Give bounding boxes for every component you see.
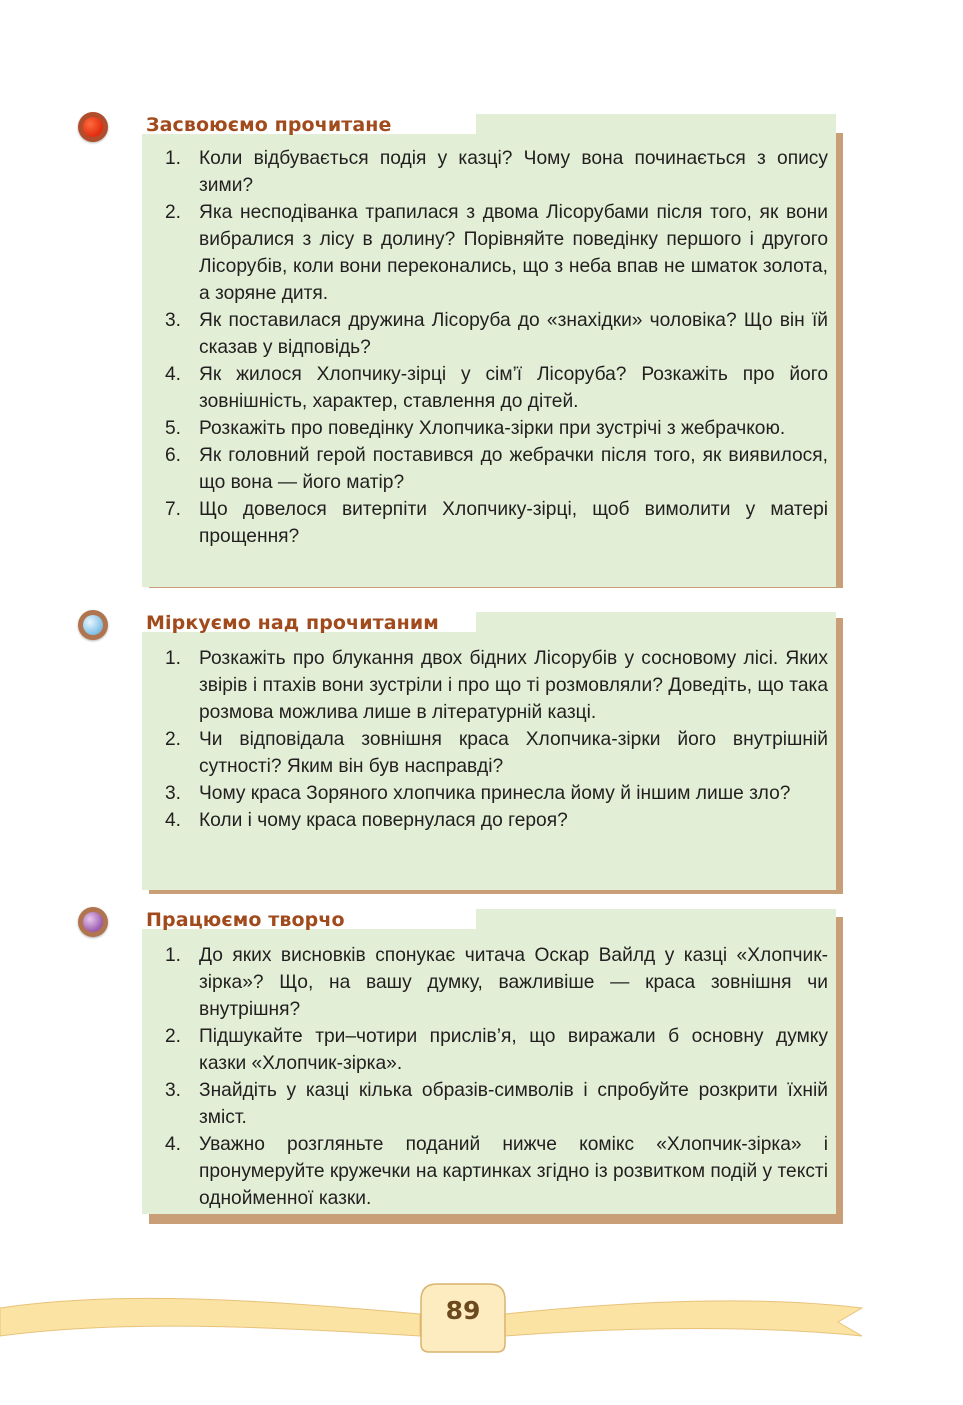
list-item: 3. Як поставилася дружина Лісоруба до «знахідки» чоловіка? Що він їй сказав у відповідь? [165, 310, 828, 358]
question-list [160, 942, 828, 1212]
purple-orb-icon [78, 907, 108, 937]
ribbon-body [0, 1298, 420, 1336]
list-item: 7. Що довелося витерпіти Хлопчику-зірці, щоб вимолити у матері прощення? [165, 499, 828, 547]
page-number: 89 [445, 1296, 481, 1325]
list-item: 3. Знайдіть у казці кілька образів-символів і спробуйте розкрити їхній зміст. [165, 1080, 828, 1128]
section-title: Засвоюємо прочитане [146, 114, 392, 136]
section-creative [78, 907, 844, 1227]
section-comprehension [78, 112, 844, 592]
list-item: 4. Уважно розгляньте поданий нижче комікс «Хлопчик-зірка» і пронумеруйте кружечки на картинках згідно із розвитком подій у тексті однойменної казки. [165, 1134, 828, 1209]
list-item: 1. Розкажіть про блукання двох бідних Лісорубів у сосновому лісі. Яких звірів і птахів вони зустріли і про що ті розмовляли? Доведіть, що така розмова можлива лише в літературній казці. [165, 648, 828, 723]
list-item: 5. Розкажіть про поведінку Хлопчика-зірки при зустрічі з жебрачкою. [165, 418, 786, 439]
red-orb-icon [78, 112, 108, 142]
section-title: Працюємо творчо [146, 909, 345, 931]
question-list [160, 145, 828, 550]
list-item: 6. Як головний герой поставився до жебрачки після того, як виявилося, що вона — його матір? [165, 445, 828, 493]
list-item: 1. До яких висновків спонукає читача Оскар Вайлд у казці «Хлопчик-зірка»? Що, на вашу думку, важливіше — краса зовнішня чи внутрішня? [165, 945, 828, 1020]
ribbon-body-right [505, 1301, 862, 1336]
list-item: 1. Коли відбувається подія у казці? Чому вона починається з опису зими? [165, 148, 828, 196]
blue-orb-icon [78, 610, 108, 640]
question-list [160, 645, 828, 834]
list-item: 4. Коли і чому краса повернулася до героя? [165, 810, 568, 831]
list-item: 4. Як жилося Хлопчику-зірці у сім’ї Лісоруба? Розкажіть про його зовнішність, характер, ставлення до дітей. [165, 364, 828, 412]
list-item: 2. Яка несподіванка трапилася з двома Лісорубами після того, як вони вибралися з лісу в долину? Порівняйте поведінку першого і другого Лісорубів, коли вони переконались, що з неба впав не шматок золота, а зоряне дитя. [165, 202, 828, 304]
section-title: Міркуємо над прочитаним [146, 612, 439, 634]
list-item: 3. Чому краса Зоряного хлопчика принесла йому й іншим лише зло? [165, 783, 791, 804]
list-item: 2. Чи відповідала зовнішня краса Хлопчика-зірки його внутрішній сутності? Яким він був насправді? [165, 729, 828, 777]
section-reflection [78, 610, 844, 895]
list-item: 2. Підшукайте три–чотири прислів’я, що виражали б основну думку казки «Хлопчик-зірка». [165, 1026, 828, 1074]
